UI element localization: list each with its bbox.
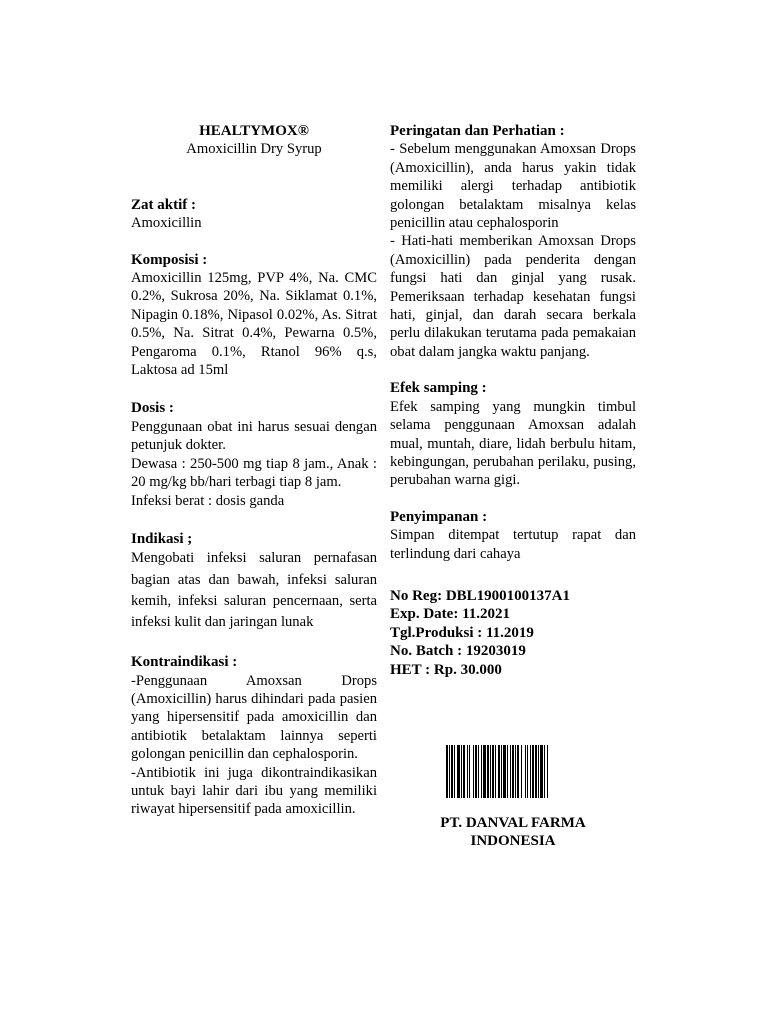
- company-line: PT. DANVAL FARMA: [440, 815, 586, 831]
- barcode-bar: [540, 745, 543, 798]
- barcode-bar: [527, 745, 528, 798]
- barcode-bar: [481, 745, 482, 798]
- expiry-date: Exp. Date: 11.2021: [390, 606, 510, 623]
- penyimpanan-heading: Penyimpanan :: [390, 508, 488, 525]
- barcode: [446, 745, 580, 798]
- indikasi-body: Mengobati infeksi saluran pernafasan bagian atas dan bawah, infeksi saluran kemih, infeksi saluran pencernaan, serta infeksi kulit dan jaringan lunak: [131, 550, 377, 630]
- barcode-bar: [492, 745, 494, 798]
- zat-aktif-heading: Zat aktif :: [131, 196, 196, 213]
- registration-number: No Reg: DBL1900100137A1: [390, 587, 570, 604]
- peringatan-line: - Hati-hati memberikan Amoxsan Drops (Amoxicillin) pada penderita dengan fungsi hati dan ginjal yang rusak. Pemeriksaan terhadap kesehatan fungsi hati, ginjal, dan darah secara berkala perlu dilakukan terutama pada pemakaian obat dalam jangka waktu panjang.: [390, 233, 636, 360]
- barcode-bar: [547, 745, 548, 798]
- brand-name: HEALTYMOX®: [199, 123, 309, 139]
- barcode-bar: [544, 745, 545, 798]
- barcode-bar: [449, 745, 450, 798]
- efek-samping-body: Efek samping yang mungkin timbul selama penggunaan Amoxsan adalah mual, muntah, diare, lidah berbulu hitam, kebingungan, perubahan perilaku, pusing, perubahan warna gigi.: [390, 398, 636, 489]
- product-subtitle: Amoxicillin Dry Syrup: [186, 141, 322, 158]
- barcode-bar: [467, 745, 468, 798]
- indikasi-heading: Indikasi ;: [131, 530, 193, 547]
- barcode-bar: [483, 745, 486, 798]
- barcode-bar: [503, 745, 506, 798]
- barcode-bar: [521, 745, 522, 798]
- barcode-bar: [538, 745, 539, 798]
- retail-price: HET : Rp. 30.000: [390, 661, 502, 678]
- komposisi-heading: Komposisi :: [131, 251, 208, 268]
- barcode-bar: [501, 745, 502, 798]
- barcode-bar: [535, 745, 537, 798]
- production-date: Tgl.Produksi : 11.2019: [390, 624, 534, 641]
- barcode-bar: [463, 745, 465, 798]
- barcode-bar: [457, 745, 460, 798]
- barcode-bar: [515, 745, 516, 798]
- komposisi-body: Amoxicillin 125mg, PVP 4%, Na. CMC 0.2%, Sukrosa 20%, Na. Siklamat 0.1%, Nipagin 0.18%, Nipasol 0.02%, As. Sitrat 0.5%, Na. Sitrat 0.4%, Pewarna 0.5%, Pengaroma 0.1%, Rtanol 96% q.s, Laktosa ad 15ml: [131, 270, 377, 379]
- barcode-bar: [487, 745, 489, 798]
- barcode-bar: [473, 745, 474, 798]
- barcode-bar: [454, 745, 455, 798]
- kontraindikasi-line: -Penggunaan Amoxsan Drops (Amoxicillin) harus dihindari pada pasien yang hipersensitif pada amoxicillin dan antibiotik betalaktam lainnya seperti golongan penicillin dan cephalosporin.: [131, 672, 377, 763]
- company-line: INDONESIA: [470, 833, 556, 850]
- company-name: [390, 814, 636, 851]
- barcode-bar: [451, 745, 453, 798]
- barcode-bar: [507, 745, 508, 798]
- barcode-bar: [510, 745, 511, 798]
- dosis-line: Penggunaan obat ini harus sesuai dengan petunjuk dokter.: [131, 418, 377, 454]
- barcode-bar: [498, 745, 500, 798]
- peringatan-line: - Sebelum menggunakan Amoxsan Drops (Amoxicillin), anda harus yakin tidak memiliki alergi terhadap antibiotik golongan betalaktam misalnya kelas penicillin atau cephalosporin: [390, 141, 636, 232]
- barcode-bar: [495, 745, 496, 798]
- dosis-heading: Dosis :: [131, 400, 174, 417]
- barcode-bar: [525, 745, 526, 798]
- batch-number: No. Batch : 19203019: [390, 643, 526, 660]
- kontraindikasi-heading: Kontraindikasi :: [131, 654, 238, 671]
- peringatan-heading: Peringatan dan Perhatian :: [390, 123, 565, 139]
- barcode-bar: [461, 745, 462, 798]
- dosis-line: Infeksi berat : dosis ganda: [131, 492, 285, 509]
- efek-samping-heading: Efek samping :: [390, 380, 487, 397]
- barcode-bar: [469, 745, 470, 798]
- barcode-bar: [517, 745, 519, 798]
- barcode-bar: [478, 745, 479, 798]
- penyimpanan-body: Simpan ditempat tertutup rapat dan terlindung dari cahaya: [390, 527, 636, 562]
- dosis-line: Dewasa : 250-500 mg tiap 8 jam., Anak : 20 mg/kg bb/hari terbagi tiap 8 jam.: [131, 455, 377, 491]
- barcode-bar: [532, 745, 534, 798]
- registration-block: [390, 587, 636, 679]
- zat-aktif-body: Amoxicillin: [131, 215, 202, 232]
- right-column: [390, 122, 636, 679]
- kontraindikasi-line: -Antibiotik ini juga dikontraindikasikan untuk bayi lahir dari ibu yang memiliki riwayat hipersensitif pada amoxicillin.: [131, 764, 377, 818]
- barcode-bar: [490, 745, 491, 798]
- barcode-graphic: [446, 745, 580, 798]
- barcode-bar: [512, 745, 514, 798]
- barcode-bar: [530, 745, 531, 798]
- barcode-bar: [446, 745, 448, 798]
- left-column: [131, 122, 377, 819]
- barcode-bar: [475, 745, 477, 798]
